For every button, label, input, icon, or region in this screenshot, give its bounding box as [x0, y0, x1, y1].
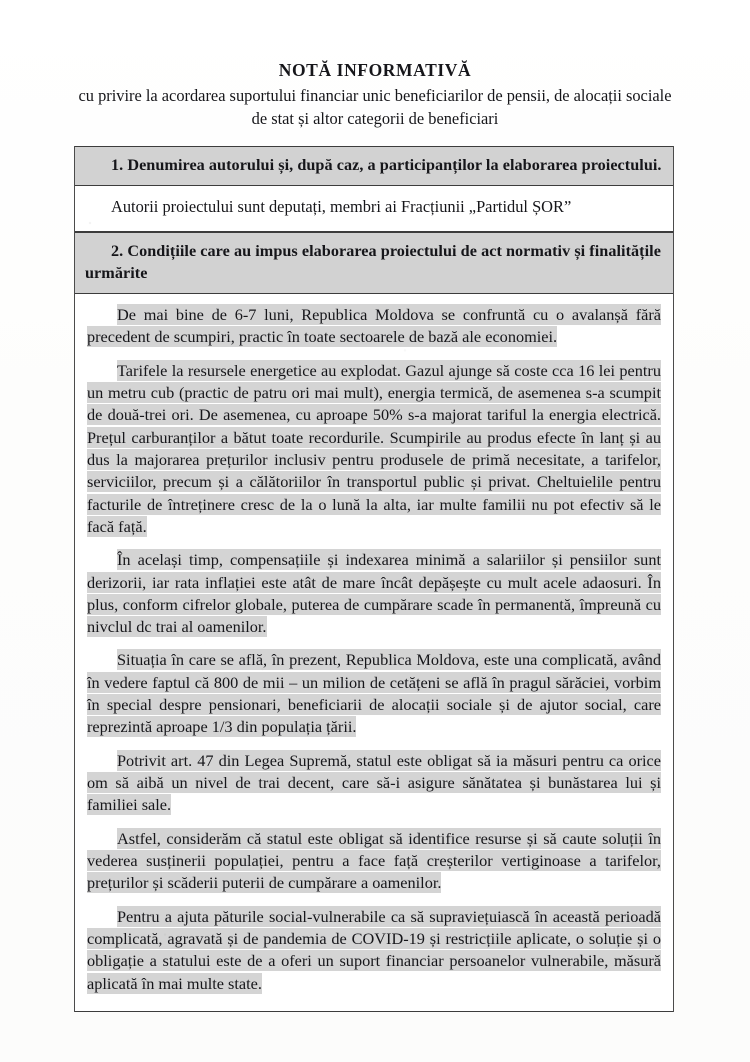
- paragraph: [87, 750, 661, 817]
- section-2-content-row: [75, 294, 673, 1012]
- paragraph-text: Potrivit art. 47 din Legea Supremă, statul este obligat să ia măsuri pentru ca orice om să aibă un nivel de trai decent, care să-i asigure sănătatea și bunăstarea lui și familiei sale.: [87, 750, 661, 815]
- paragraph-text: Tarifele la resursele energetice au explodat. Gazul ajunge să coste cca 16 lei pentru un metru cub (practic de patru ori mai mult), energia termică, de asemenea s-a scumpit de două-trei ori. De asemenea, cu aproape 50% s-a majorat tariful la energia electrică. Prețul carburanților a bătut toate recordurile. Scumpirile au produs efecte în lanț și au dus la majorarea prețurilor inclusiv pentru produsele de primă necesitate, a tarifelor, serviciilor, precum și a călătoriilor în transportul public și privat. Cheltuielile pentru facturile de întreținere cresc de la o lună la alta, iar multe familii nu pot efectiv să le facă față.: [87, 360, 661, 536]
- section-1-content-row: [75, 186, 673, 232]
- section-2-heading-row: [75, 232, 673, 294]
- paragraph-text: Situația în care se află, în prezent, Republica Moldova, este una complicată, având în vedere faptul că 800 de mii – un milion de cetățeni se află în pragul sărăciei, vorbim în special despre pensionari, beneficiarii de alocații sociale și de ajutor social, care reprezintă aproape 1/3 din populația țării.: [87, 650, 661, 737]
- paragraph-text: În același timp, compensațiile și indexarea minimă a salariilor și pensiilor sunt derizorii, iar rata inflației este atât de mare încât depășește cu mult acele adaosuri. În plus, conform cifrelor globale, puterea de cumpărare scade în permanentă, împreună cu nivclul dc trai al oamenilor.: [87, 550, 661, 637]
- paragraph: [87, 649, 661, 738]
- section-2-heading: 2. Condițiile care au impus elaborarea proiectului de act normativ și finalitățile urmărite: [85, 242, 661, 283]
- paragraph-text: De mai bine de 6-7 luni, Republica Moldova se confruntă cu o avalanșă fără precedent de scumpiri, practic în toate sectoarele de bază ale economiei.: [87, 305, 661, 347]
- document-subtitle: cu privire la acordarea suportului financiar unic beneficiarilor de pensii, de alocații sociale de stat și altor categorii de beneficiari: [78, 85, 672, 128]
- paragraph-text: Astfel, considerăm că statul este obligat să identifice resurse și să caute soluții în vederea susținerii populației, pentru a face față creșterilor vertiginoase a tarifelor, prețurilor și scăderii puterii de cumpărare a oamenilor.: [87, 828, 661, 893]
- paragraph: [87, 304, 661, 349]
- document-title-block: [64, 60, 686, 130]
- paragraph: [87, 549, 661, 638]
- section-1-heading-row: [75, 146, 673, 186]
- document-table: [74, 146, 674, 1012]
- section-1-content: Autorii proiectului sunt deputați, membri ai Fracțiunii „Partidul ȘOR”: [111, 197, 572, 217]
- paragraph-text: Pentru a ajuta păturile social-vulnerabile ca să supraviețuiască în această perioadă complicată, agravată și de pandemia de COVID-19 și restricțiile aplicate, o soluție și o obligație a statului este de a oferi un suport financiar persoanelor vulnerabile, măsură aplicată în mai multe state.: [87, 906, 661, 993]
- page-title: NOTĂ INFORMATIVĂ: [278, 60, 472, 80]
- paragraph: [87, 906, 661, 995]
- section-1-heading: 1. Denumirea autorului și, după caz, a participanților la elaborarea proiectului.: [111, 156, 662, 174]
- paragraph: [87, 360, 661, 539]
- paragraph: [87, 828, 661, 895]
